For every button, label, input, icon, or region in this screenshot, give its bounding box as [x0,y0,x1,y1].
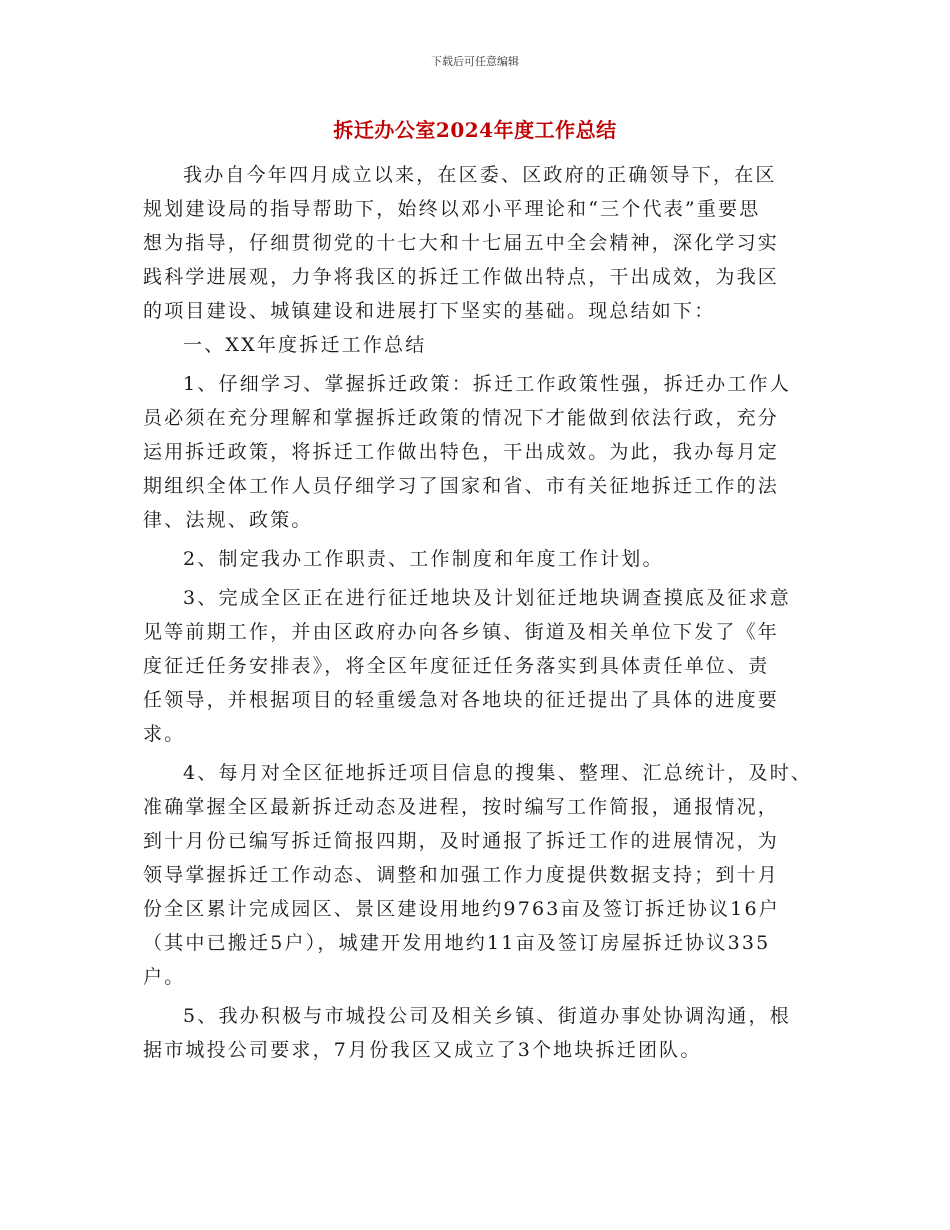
text-line: 践科学进展观，力争将我区的拆迁工作做出特点，干出成效，为我区 [143,266,780,288]
text-line: 5、我办积极与市城投公司及相关乡镇、街道办事处协调沟通，根 [183,1005,791,1027]
paragraph-item-3 [143,581,823,751]
paragraph-item-4 [143,756,823,994]
text-line: 1、仔细学习、掌握拆迁政策：拆迁工作政策性强，拆迁办工作人 [183,373,791,395]
text-line: 领导掌握拆迁工作动态、调整和加强工作力度提供数据支持；到十月 [143,864,780,886]
paragraph-item-2 [143,542,823,576]
text-line: 想为指导，仔细贯彻党的十七大和十七届五中全会精神，深化学习实 [143,232,780,254]
text-line: 3、完成全区正在进行征迁地块及计划征迁地块调查摸底及征求意 [183,587,791,609]
text-line: 4、每月对全区征地拆迁项目信息的搜集、整理、汇总统计，及时、 [183,762,813,784]
text-line: 求。 [143,723,186,745]
paragraph-item-1 [143,367,823,537]
document-body [143,158,823,1067]
text-line: 2、制定我办工作职责、工作制度和年度工作计划。 [183,548,664,570]
text-line: 规划建设局的指导帮助下，始终以邓小平理论和“三个代表”重要思 [143,198,761,220]
text-line: 的项目建设、城镇建设和进展打下坚实的基础。现总结如下： [143,300,716,322]
text-line: 员必须在充分理解和掌握拆迁政策的情况下才能做到依法行政，充分 [143,407,780,429]
text-line: 任领导，并根据项目的轻重缓急对各地块的征迁提出了具体的进度要 [143,689,780,711]
text-line: 一、XX年度拆迁工作总结 [183,334,427,356]
text-line: 我办自今年四月成立以来，在区委、区政府的正确领导下，在区 [183,164,777,186]
text-line: 运用拆迁政策，将拆迁工作做出特色，干出成效。为此，我办每月定 [143,441,780,463]
document-title: 拆迁办公室2024年度工作总结 [333,118,617,142]
text-line: 见等前期工作，并由区政府办向各乡镇、街道及相关单位下发了《年 [143,621,780,643]
text-line: 份全区累计完成园区、景区建设用地约9763亩及签订拆迁协议16户 [143,898,780,920]
text-line: 户。 [143,966,186,988]
paragraph-intro [143,158,823,328]
text-line: 度征迁任务安排表》，将全区年度征迁任务落实到具体责任单位、责 [143,655,770,677]
text-line: 期组织全体工作人员仔细学习了国家和省、市有关征地拆迁工作的法 [143,475,780,497]
section-heading [143,328,823,362]
paragraph-item-5 [143,999,823,1067]
text-line: 到十月份已编写拆迁简报四期，及时通报了拆迁工作的进展情况，为 [143,830,780,852]
text-line: （其中已搬迁5户），城建开发用地约11亩及签订房屋拆迁协议335 [143,932,771,954]
text-line: 据市城投公司要求，7月份我区又成立了3个地块拆迁团队。 [143,1039,702,1061]
text-line: 准确掌握全区最新拆迁动态及进程，按时编写工作简报，通报情况， [143,796,780,818]
text-line: 律、法规、政策。 [143,509,313,531]
header-note: 下载后可任意编辑 [431,55,519,68]
